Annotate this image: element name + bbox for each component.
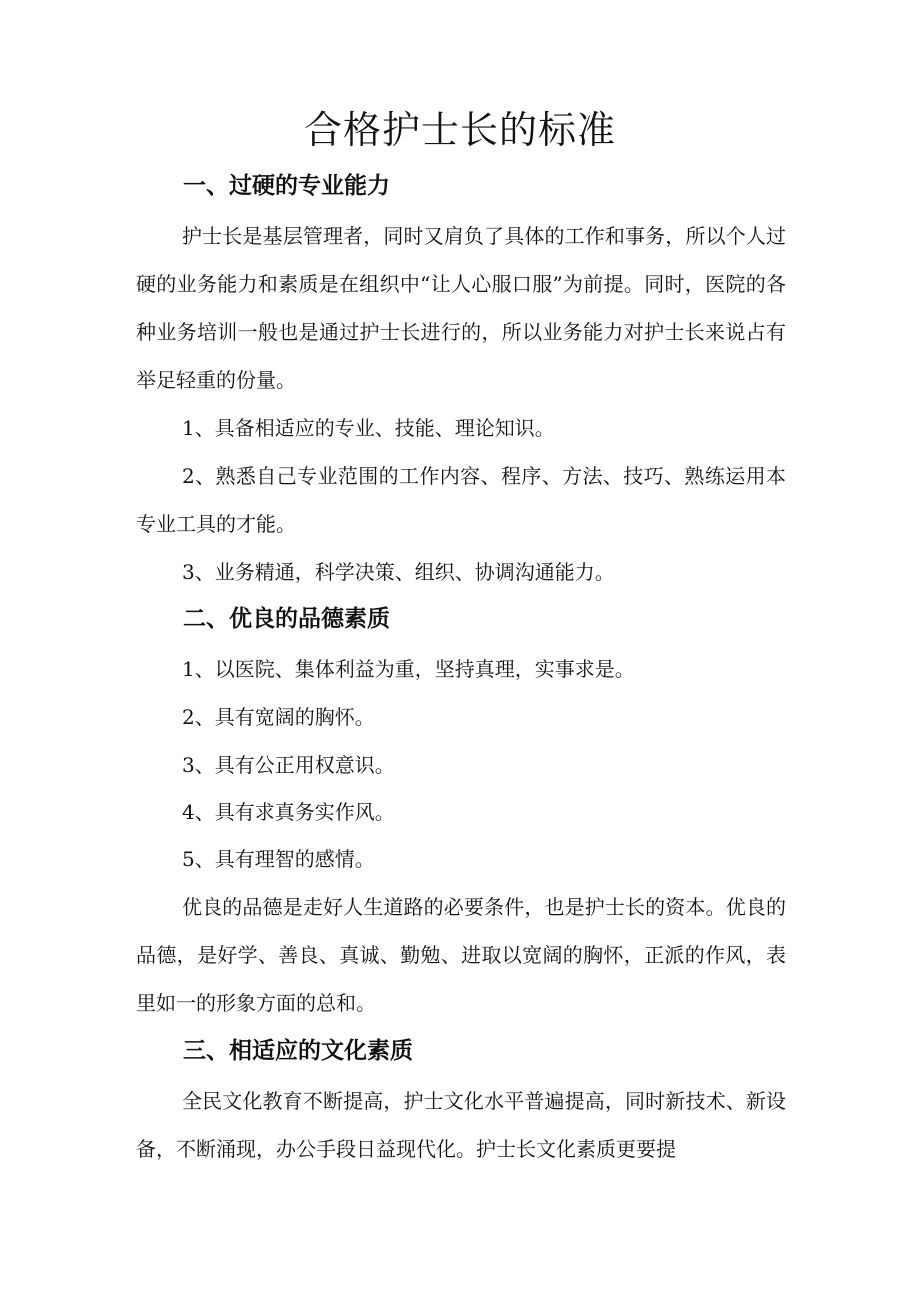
section-2-item-5: 5、具有理智的感情。: [182, 847, 375, 871]
section-3-heading: 三、相适应的文化素质: [183, 1038, 413, 1064]
document-title: 合格护士长的标准: [303, 108, 616, 152]
section-1-item-1: 1、具备相适应的专业、技能、理论知识。: [182, 416, 555, 440]
section-2-outro-paragraph: 优良的品德是走好人生道路的必要条件，也是护士长的资本。优良的品德，是好学、善良、真诚、勤勉、进取以宽阔的胸怀，正派的作风，表里如一的形象方面的总和。: [136, 895, 786, 1015]
section-2-item-1: 1、以医院、集体利益为重，坚持真理，实事求是。: [182, 657, 635, 681]
section-2-heading: 二、优良的品德素质: [183, 606, 390, 632]
section-3-intro-paragraph: 全民文化教育不断提高，护士文化水平普遍提高，同时新技术、新设备，不断涌现，办公手段日益现代化。护士长文化素质更要提: [136, 1089, 786, 1161]
section-2-item-4: 4、具有求真务实作风。: [182, 800, 395, 824]
section-1-item-3: 3、业务精通，科学决策、组织、协调沟通能力。: [182, 560, 615, 584]
section-2-item-2: 2、具有宽阔的胸怀。: [182, 705, 375, 729]
section-1-item-2: 2、熟悉自己专业范围的工作内容、程序、方法、技巧、熟练运用本专业工具的才能。: [136, 464, 786, 536]
section-1-intro-paragraph: 护士长是基层管理者，同时又肩负了具体的工作和事务，所以个人过硬的业务能力和素质是在组织中“让人心服口服”为前提。同时，医院的各种业务培训一般也是通过护士长进行的，所以业务能力对护士长来说占有举足轻重的份量。: [136, 224, 786, 392]
section-2-item-3: 3、具有公正用权意识。: [182, 753, 395, 777]
section-1-heading: 一、过硬的专业能力: [183, 173, 390, 199]
